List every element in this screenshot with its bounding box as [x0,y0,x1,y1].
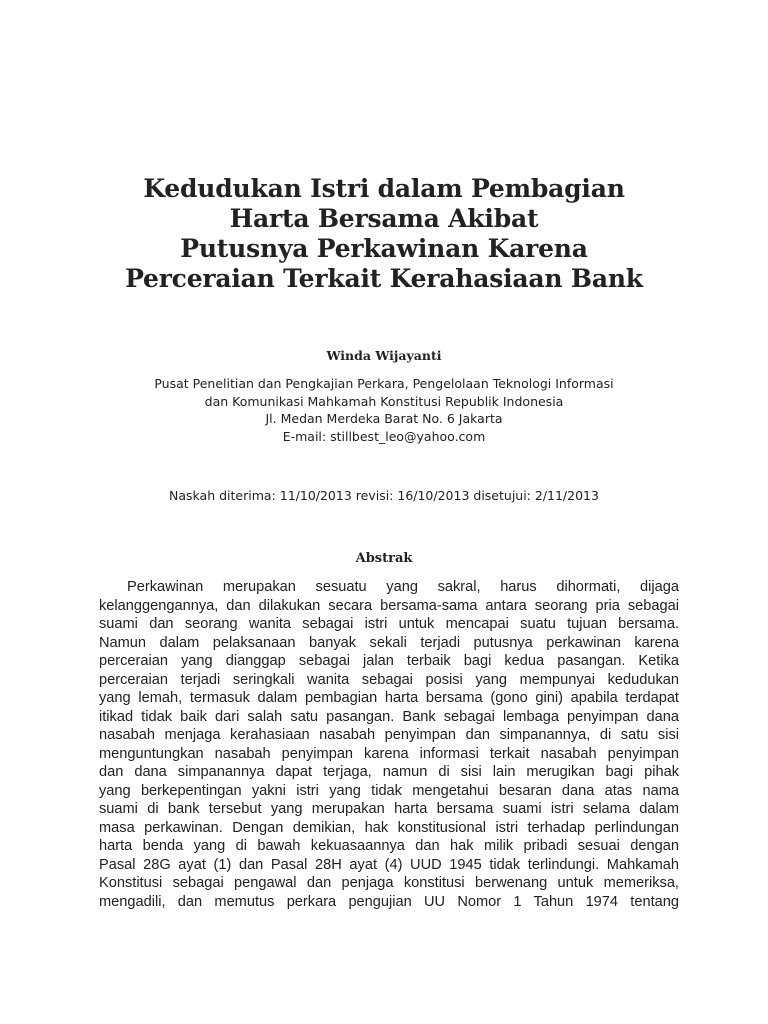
abstract-line: Konstitusi sebagai pengawal dan penjaga konstitusi berwenang untuk memeriksa, [99,875,679,891]
abstract-body [99,578,679,911]
title-line: Putusnya Perkawinan Karena [180,234,588,263]
abstract-line: menguntungkan nasabah penyimpan karena informasi terkait nasabah penyimpan [99,745,679,762]
title-line: Harta Bersama Akibat [229,204,539,233]
abstract-line: Perkawinan merupakan sesuatu yang sakral, harus dihormati, dijaga [127,579,679,595]
abstract-line: perceraian yang dianggap sebagai jalan terbaik bagi kedua pasangan. Ketika [99,653,679,669]
abstract-line: Pasal 28G ayat (1) dan Pasal 28H ayat (4) UUD 1945 tidak terlindungi. Mahkamah [99,856,679,873]
abstract-line: yang berkepentingan yakni istri yang tidak mengetahui besaran dana atas nama [99,782,679,799]
abstract-line: Namun dalam pelaksanaan banyak sekali terjadi putusnya perkawinan karena [99,634,679,651]
abstract-line: suami di bank tersebut yang merupakan harta bersama suami istri selama dalam [99,801,679,817]
abstract-line: suami dan seorang wanita sebagai istri untuk mencapai suatu tujuan bersama. [99,616,679,632]
affiliation-line: Jl. Medan Merdeka Barat No. 6 Jakarta [265,411,503,426]
abstract-heading: Abstrak [355,551,413,566]
author-email: E-mail: stillbest_leo@yahoo.com [282,428,486,444]
submission-dates: Naskah diterima: 11/10/2013 revisi: 16/10/2013 disetujui: 2/11/2013 [169,488,599,503]
abstract-line: masa perkawinan. Dengan demikian, hak konstitusional istri terhadap perlindungan [99,819,679,836]
paper-title [60,174,708,294]
author-name: Winda Wijayanti [326,348,442,363]
title-line: Perceraian Terkait Kerahasiaan Bank [125,264,643,293]
affiliation-line: dan Komunikasi Mahkamah Konstitusi Republik Indonesia [204,393,564,409]
author-affiliation [0,375,768,445]
abstract-line: itikad tidak baik dari salah satu pasangan. Bank sebagai lembaga penyimpan dana [99,708,679,725]
affiliation-line: Pusat Penelitian dan Pengkajian Perkara, Pengelolaan Teknologi Informasi [154,376,614,391]
abstract-line: perceraian terjadi seringkali wanita sebagai posisi yang mempunyai kedudukan [99,671,679,688]
abstract-line: dan dana simpanannya dapat terjaga, namun di sisi lain merugikan bagi pihak [99,764,679,780]
abstract-line: nasabah menjaga kerahasiaan nasabah penyimpan dan simpanannya, di satu sisi [99,727,679,743]
title-line: Kedudukan Istri dalam Pembagian [143,174,625,203]
abstract-line: kelanggengannya, dan dilakukan secara bersama-sama antara seorang pria sebagai [99,597,679,614]
abstract-line: harta benda yang di bawah kekuasaannya dan hak milik pribadi sesuai dengan [99,838,679,854]
abstract-line: yang lemah, termasuk dalam pembagian harta bersama (gono gini) apabila terdapat [99,690,679,706]
abstract-line: mengadili, dan memutus perkara pengujian UU Nomor 1 Tahun 1974 tentang [99,893,679,910]
